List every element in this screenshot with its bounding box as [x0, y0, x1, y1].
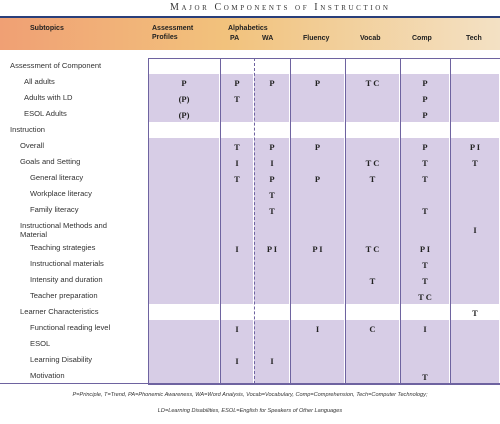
- cell-mark: T: [422, 206, 428, 216]
- table-cell: [345, 106, 400, 122]
- table-cell: [345, 352, 400, 368]
- column-divider: [345, 58, 346, 384]
- cell-mark: I: [235, 158, 239, 168]
- table-cell: [148, 272, 220, 288]
- header-vocab: Vocab: [360, 35, 381, 42]
- table-cell: [254, 256, 290, 272]
- table-cell: [400, 122, 450, 138]
- table-cell: [254, 272, 290, 288]
- row-label: All adults: [24, 77, 55, 86]
- header-tech: Tech: [466, 35, 482, 42]
- row-label: Instructional Methods and Material: [20, 221, 107, 239]
- row-label: Workplace literacy: [30, 189, 92, 198]
- table-cell: [450, 240, 500, 256]
- cell-mark: T C: [418, 292, 432, 302]
- cell-mark: I: [270, 158, 274, 168]
- cell-mark: T: [422, 158, 428, 168]
- cell-mark: P: [269, 78, 275, 88]
- table-cell: [345, 138, 400, 154]
- row-label: Instruction: [10, 125, 46, 134]
- cell-mark: P: [422, 78, 428, 88]
- table-cell: [290, 368, 345, 384]
- table-cell: [254, 218, 290, 240]
- header-comp: Comp: [412, 35, 432, 42]
- table-cell: [450, 288, 500, 304]
- row-label: Adults with LD: [24, 93, 73, 102]
- cell-mark: T: [472, 158, 478, 168]
- cell-mark: T: [422, 372, 428, 382]
- table-cell: [148, 304, 220, 320]
- cell-mark: T: [472, 308, 478, 318]
- table-cell: [290, 186, 345, 202]
- row-label: Instructional materials: [30, 259, 104, 268]
- table-cell: [450, 74, 500, 90]
- table-cell: [450, 90, 500, 106]
- table-cell: [450, 106, 500, 122]
- table-cell: [148, 218, 220, 240]
- table-cell: [220, 58, 254, 74]
- table-cell: [254, 122, 290, 138]
- table-cell: [254, 58, 290, 74]
- table-cell: [220, 288, 254, 304]
- table-cell: [450, 352, 500, 368]
- table-cell: [400, 304, 450, 320]
- row-label: ESOL: [30, 339, 51, 348]
- cell-mark: P: [181, 78, 187, 88]
- table-cell: [290, 58, 345, 74]
- cell-mark: I: [235, 324, 239, 334]
- row-label: Teacher preparation: [30, 291, 98, 300]
- header-fluency: Fluency: [303, 35, 330, 42]
- cell-mark: P: [234, 78, 240, 88]
- table-cell: [450, 202, 500, 218]
- header-wa: WA: [262, 35, 274, 42]
- cell-mark: I: [270, 356, 274, 366]
- cell-mark: T: [422, 174, 428, 184]
- table-cell: [345, 186, 400, 202]
- column-divider: [148, 58, 149, 384]
- row-label: Intensity and duration: [30, 275, 103, 284]
- table-cell: [290, 154, 345, 170]
- table-cell: [450, 336, 500, 352]
- table-cell: [220, 336, 254, 352]
- cell-mark: P: [422, 110, 428, 120]
- table-cell: [148, 336, 220, 352]
- table-cell: [345, 256, 400, 272]
- table-cell: [220, 304, 254, 320]
- row-label: Learner Characteristics: [20, 307, 99, 316]
- table-cell: [400, 336, 450, 352]
- cell-mark: P: [269, 142, 275, 152]
- column-divider: [290, 58, 291, 384]
- table-cell: [254, 304, 290, 320]
- table-cell: [290, 336, 345, 352]
- table-cell: [345, 288, 400, 304]
- row-label: Teaching strategies: [30, 243, 96, 252]
- cell-mark: T: [234, 174, 240, 184]
- table-cell: [148, 368, 220, 384]
- table-cell: [220, 218, 254, 240]
- table-cell: [400, 352, 450, 368]
- table-cell: [148, 320, 220, 336]
- table-cell: [345, 202, 400, 218]
- table-cell: [450, 368, 500, 384]
- table-cell: [220, 256, 254, 272]
- cell-mark: T: [269, 206, 275, 216]
- cell-mark: T C: [365, 244, 380, 254]
- cell-mark: T: [369, 174, 376, 184]
- table-cell: [450, 320, 500, 336]
- row-label: Overall: [20, 141, 45, 150]
- row-label: Motivation: [30, 371, 65, 380]
- table-cell: [290, 90, 345, 106]
- header-subtopics: Subtopics: [30, 25, 64, 32]
- row-label: Functional reading level: [30, 323, 111, 332]
- cell-mark: P: [314, 78, 321, 88]
- cell-mark: I: [235, 356, 239, 366]
- column-divider-dashed: [254, 58, 255, 384]
- cell-mark: T: [234, 94, 240, 104]
- cell-mark: T: [234, 142, 240, 152]
- cell-mark: P I: [312, 244, 323, 254]
- table-cell: [345, 368, 400, 384]
- cell-mark: P: [422, 142, 428, 152]
- table-cell: [345, 304, 400, 320]
- row-label: Assessment of Component: [10, 61, 102, 70]
- table-cell: [450, 58, 500, 74]
- table-cell: [450, 256, 500, 272]
- column-divider: [400, 58, 401, 384]
- table-bottom-rule: [0, 383, 500, 384]
- cell-mark: T: [422, 260, 428, 270]
- cell-mark: P I: [419, 244, 431, 254]
- row-divider: [148, 384, 500, 385]
- table-cell: [450, 170, 500, 186]
- cell-mark: P I: [266, 244, 278, 254]
- table-cell: [450, 122, 500, 138]
- column-divider: [450, 58, 451, 384]
- cell-mark: P: [314, 174, 321, 184]
- cell-mark: C: [369, 324, 376, 334]
- cell-mark: P: [314, 142, 321, 152]
- table-cell: [220, 106, 254, 122]
- footnote-abbreviations: P=Principle, T=Trend, PA=Phonemic Awareness, WA=Word Analysis, Vocab=Vocabulary, Comp=Comprehension, Tech=Computer Technology;: [72, 392, 428, 398]
- table-cell: [148, 122, 220, 138]
- table-cell: [290, 288, 345, 304]
- table-cell: [148, 288, 220, 304]
- table-cell: [148, 186, 220, 202]
- table-cell: [290, 122, 345, 138]
- table-cell: [400, 58, 450, 74]
- table-cell: [290, 106, 345, 122]
- table-cell: [254, 320, 290, 336]
- cell-mark: I: [315, 324, 320, 334]
- table-cell: [345, 122, 400, 138]
- table-cell: [220, 272, 254, 288]
- footnote-ld-esol: LD=Learning Disabilities, ESOL=English for Speakers of Other Languages: [157, 408, 343, 414]
- table-cell: [290, 256, 345, 272]
- cell-mark: T C: [365, 158, 380, 168]
- table-cell: [220, 368, 254, 384]
- table-cell: [290, 272, 345, 288]
- table-cell: [148, 154, 220, 170]
- row-label: General literacy: [30, 173, 84, 182]
- header-alphabetics: Alphabetics: [228, 25, 268, 32]
- cell-mark: T: [269, 190, 275, 200]
- cell-mark: T C: [365, 78, 380, 88]
- table-cell: [148, 240, 220, 256]
- table-cell: [220, 186, 254, 202]
- column-divider: [220, 58, 221, 384]
- table-cell: [254, 90, 290, 106]
- table-cell: [254, 288, 290, 304]
- cell-mark: I: [423, 324, 427, 334]
- table-cell: [254, 106, 290, 122]
- cell-mark: P: [422, 94, 428, 104]
- table-cell: [148, 58, 220, 74]
- row-label: Learning Disability: [30, 355, 93, 364]
- table-cell: [290, 218, 345, 240]
- cell-mark: (P): [178, 94, 190, 104]
- cell-mark: P I: [469, 142, 481, 152]
- table-cell: [450, 272, 500, 288]
- cell-mark: I: [473, 225, 477, 235]
- table-cell: [400, 186, 450, 202]
- table-cell: [345, 90, 400, 106]
- table-cell: [450, 186, 500, 202]
- header-assessment-profiles: Assessment Profiles: [152, 25, 194, 41]
- table-cell: [148, 202, 220, 218]
- table-cell: [290, 202, 345, 218]
- table-cell: [345, 58, 400, 74]
- table-cell: [290, 304, 345, 320]
- cell-mark: I: [235, 244, 239, 254]
- table-cell: [148, 256, 220, 272]
- table-cell: [148, 170, 220, 186]
- table-cell: [148, 352, 220, 368]
- row-label: Goals and Setting: [20, 157, 81, 166]
- table-cell: [345, 336, 400, 352]
- table-cell: [254, 336, 290, 352]
- table-title: Major Components of Instruction: [170, 2, 391, 13]
- cell-mark: T: [422, 276, 428, 286]
- row-label: Family literacy: [30, 205, 79, 214]
- table-cell: [254, 368, 290, 384]
- table-cell: [148, 138, 220, 154]
- table-cell: [290, 352, 345, 368]
- row-label: ESOL Adults: [24, 109, 67, 118]
- cell-mark: T: [369, 276, 376, 286]
- cell-mark: P: [269, 174, 275, 184]
- table-cell: [220, 122, 254, 138]
- table-cell: [400, 218, 450, 240]
- header-pa: PA: [230, 35, 240, 42]
- table-cell: [220, 202, 254, 218]
- cell-mark: (P): [178, 110, 190, 120]
- table-cell: [345, 218, 400, 240]
- row-divider: [148, 58, 500, 59]
